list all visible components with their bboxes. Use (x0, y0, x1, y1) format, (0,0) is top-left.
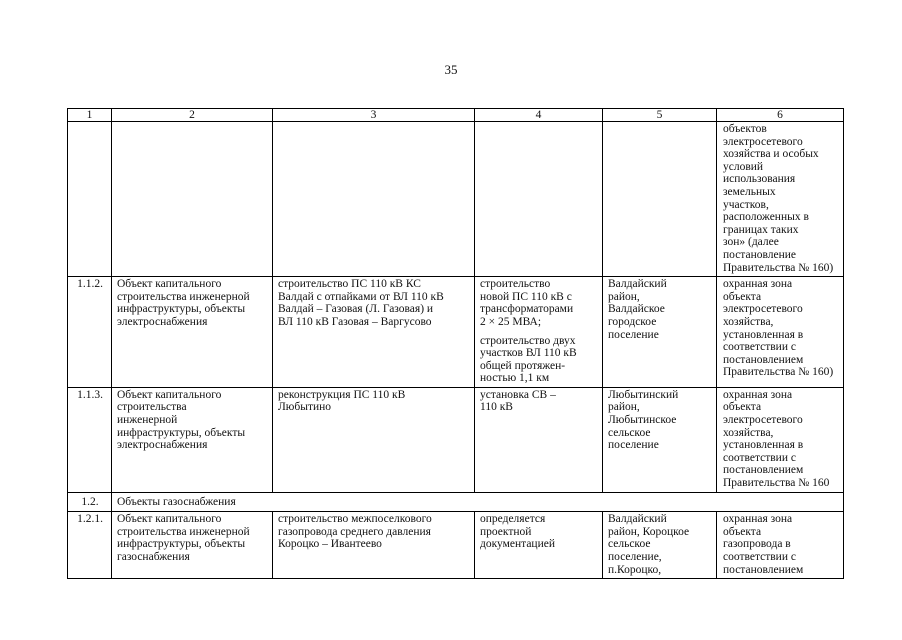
zone-cell (717, 512, 844, 579)
text-line: поселение (608, 328, 659, 341)
text-line: проектной (480, 525, 532, 538)
row-number: 1.2.1. (68, 512, 112, 579)
text-line: Любытино (278, 401, 332, 414)
text-line: строительства инженерной (117, 290, 250, 303)
text-line: район, (608, 401, 640, 414)
location-cell (603, 277, 717, 388)
section-row (68, 492, 844, 512)
page-number: 35 (444, 62, 458, 77)
text-line: зон» (далее (723, 236, 779, 249)
text-line: новой ПС 110 кВ с (480, 290, 572, 303)
text-line: хозяйства и особых (723, 148, 819, 161)
column-header: 1 (68, 109, 112, 122)
text-line: объектов (723, 123, 767, 135)
text-line: газопровода среднего давления (278, 525, 431, 538)
text-line: соответствии с (723, 551, 796, 563)
text-line: установленная в (723, 328, 804, 341)
text-line: объекта (723, 525, 762, 538)
text-line: использования (723, 173, 796, 186)
purpose-cell (273, 512, 475, 579)
table-cell (273, 122, 475, 277)
text-line: электроснабжения (117, 315, 208, 328)
table-header-row (68, 109, 844, 122)
text-line: сельское (608, 426, 651, 439)
location-cell (603, 387, 717, 492)
text-line: электросетевого (723, 303, 803, 316)
text-line: Короцко – Ивантеево (278, 538, 382, 551)
text-line: Любытинское (608, 414, 677, 427)
column-header: 3 (273, 109, 475, 122)
text-line: соответствии с (723, 451, 796, 464)
text-line: объекта (723, 290, 762, 303)
text-line: поселение, (608, 551, 662, 563)
characteristics-cell (475, 387, 603, 492)
table-row (68, 277, 844, 388)
text-line: сельское (608, 538, 651, 551)
text-line: инфраструктуры, объекты (117, 303, 246, 316)
text-line: трансформаторами (480, 303, 574, 316)
text-line: газопровода в (723, 538, 791, 551)
text-line: Объект капитального (117, 513, 222, 526)
text-line: расположенных в (723, 211, 809, 224)
text-line: границах таких (723, 223, 799, 236)
row-number: 1.2. (68, 492, 112, 512)
text-line: Любытинский (608, 388, 679, 401)
text-line: строительства (117, 401, 187, 414)
section-title: Объекты газоснабжения (112, 492, 844, 512)
text-line: установленная в (723, 439, 804, 452)
text-line: Правительства № 160) (723, 261, 834, 274)
text-line: Объект капитального (117, 278, 222, 291)
text-line: охранная зона (723, 278, 793, 291)
column-header: 5 (603, 109, 717, 122)
text-line: охранная зона (723, 388, 793, 401)
purpose-cell (273, 277, 475, 388)
text-line: соответствии с (723, 341, 796, 354)
zone-cell (717, 122, 844, 277)
object-type-cell (112, 277, 273, 388)
text-line: участков, (723, 198, 769, 211)
location-cell (603, 512, 717, 579)
text-line: городское (608, 315, 657, 328)
text-line: постановлением (723, 464, 804, 477)
table-cell (603, 122, 717, 277)
text-line: Объект капитального (117, 388, 222, 401)
table-row (68, 512, 844, 579)
text-line: охранная зона (723, 513, 793, 526)
table-cell (475, 122, 603, 277)
row-number: 1.1.2. (68, 277, 112, 388)
column-header: 6 (717, 109, 844, 122)
row-number: 1.1.3. (68, 387, 112, 492)
text-line: п.Короцко, (608, 563, 662, 576)
column-header: 2 (112, 109, 273, 122)
text-line: инфраструктуры, объекты (117, 538, 246, 551)
text-line: Валдайский (608, 513, 667, 526)
text-line: район, Короцкое (608, 525, 690, 538)
text-line: постановление (723, 248, 797, 261)
text-line: строительство ПС 110 кВ КС (278, 278, 421, 291)
text-line: документацией (480, 538, 555, 551)
text-line: газоснабжения (117, 551, 190, 563)
characteristics-part-1 (480, 278, 598, 328)
text-line: Валдай – Газовая (Л. Газовая) и (278, 303, 434, 316)
text-line: реконструкция ПС 110 кВ (278, 388, 406, 401)
text-line: Валдайский (608, 278, 667, 291)
text-line: строительство (480, 278, 551, 291)
text-line: электроснабжения (117, 439, 208, 452)
text-line: 110 кВ (480, 401, 513, 414)
text-line: строительство двух (480, 334, 576, 347)
object-type-cell (112, 387, 273, 492)
text-line: 2 × 25 МВА; (480, 315, 542, 328)
text-line: инфраструктуры, объекты (117, 426, 246, 439)
column-header: 4 (475, 109, 603, 122)
text-line: Валдайское (608, 303, 665, 316)
object-type-cell (112, 512, 273, 579)
table-cell (68, 122, 112, 277)
text-line: постановлением (723, 563, 804, 576)
text-line: район, (608, 290, 640, 303)
text-line: строительство межпоселкового (278, 513, 432, 526)
table-row-continuation (68, 122, 844, 277)
characteristics-part-2 (480, 335, 598, 385)
table-cell (112, 122, 273, 277)
text-line: ностью 1,1 км (480, 372, 550, 385)
text-line: участков ВЛ 110 кВ (480, 347, 577, 360)
text-line: строительства инженерной (117, 525, 250, 538)
text-line: хозяйства, (723, 315, 774, 328)
purpose-cell (273, 387, 475, 492)
characteristics-cell (475, 277, 603, 388)
text-line: общей протяжен- (480, 359, 566, 372)
text-line: поселение (608, 439, 659, 452)
text-line: электросетевого (723, 135, 803, 148)
text-line: земельных (723, 185, 776, 198)
text-line: определяется (480, 513, 546, 526)
text-line: Правительства № 160 (723, 477, 830, 490)
text-line: постановлением (723, 353, 804, 366)
text-line: условий (723, 160, 764, 173)
text-line: ВЛ 110 кВ Газовая – Варгусово (278, 315, 432, 328)
text-line: электросетевого (723, 414, 803, 427)
zone-cell (717, 387, 844, 492)
table-row (68, 387, 844, 492)
text-line: объекта (723, 401, 762, 414)
text-line: инженерной (117, 414, 178, 427)
text-line: хозяйства, (723, 426, 774, 439)
zone-cell (717, 277, 844, 388)
text-line: Валдай с отпайками от ВЛ 110 кВ (278, 290, 444, 303)
characteristics-cell (475, 512, 603, 579)
document-table (67, 108, 844, 579)
text-line: установка СВ – (480, 388, 556, 401)
text-line: Правительства № 160) (723, 366, 834, 379)
